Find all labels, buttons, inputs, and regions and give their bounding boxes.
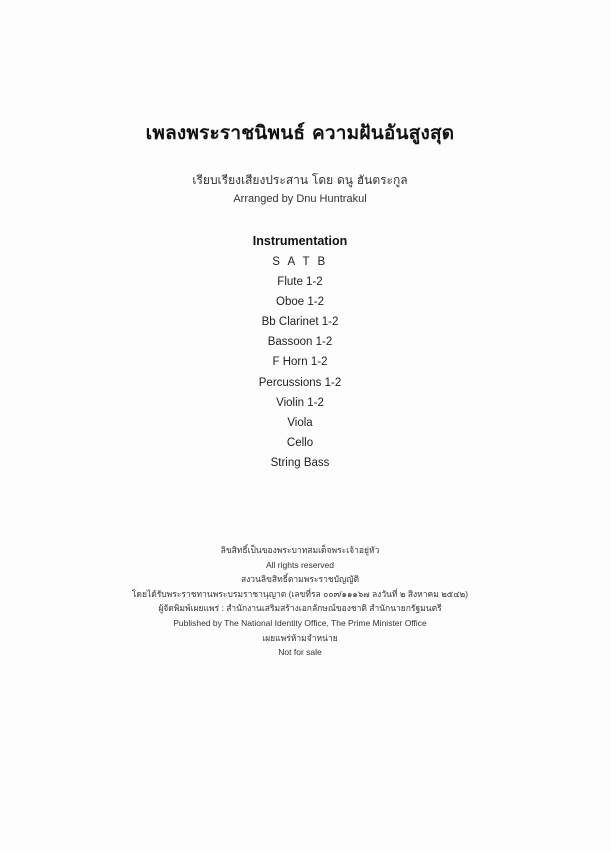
publisher-line: ผู้จัดพิมพ์เผยแพร่ : สำนักงานเสริมสร้างเอกลักษณ์ของชาติ สำนักนายกรัฐมนตรี [158,603,442,614]
distribution-line: Not for sale [278,647,322,658]
page-title: เพลงพระราชนิพนธ์ ความฝันอันสูงสุด [145,122,455,144]
arranger-credit-english: Arranged by Dnu Huntrakul [233,193,367,205]
instrument-item: Violin 1-2 [276,396,324,409]
distribution-line: เผยแพร่ห้ามจำหน่าย [262,632,338,643]
instrument-item: F Horn 1-2 [272,356,328,369]
publisher-line: Published by The National Identity Office, The Prime Minister Office [173,617,427,628]
arranger-credit-thai: เรียบเรียงเสียงประสาน โดย ดนู ฮันตระกูล [192,173,408,187]
copyright-line: โดยได้รับพระราชทานพระบรมราชานุญาต (เลขที่รล ๐๐๓/๑๑๑๖๗ ลงวันที่ ๒ สิงหาคม ๒๕๔๒) [131,588,469,599]
copyright-line: สงวนลิขสิทธิ์ตามพระราชบัญญัติ [240,574,360,585]
instrument-item: Cello [286,436,314,449]
instrumentation-heading: Instrumentation [252,234,348,248]
instrument-item: Percussions 1-2 [258,376,342,389]
instrument-list [0,252,600,473]
copyright-line: ลิขสิทธิ์เป็นของพระบาทสมเด็จพระเจ้าอยู่หัว [220,545,380,555]
instrument-item: Bb Clarinet 1-2 [261,316,339,329]
instrument-item: Bassoon 1-2 [267,336,333,349]
instrument-item: Viola [287,416,313,429]
copyright-line: All rights reserved [265,559,335,570]
instrument-item: S A T B [272,256,328,268]
instrument-item: String Bass [270,456,330,469]
instrument-item: Oboe 1-2 [276,296,324,309]
instrument-item: Flute 1-2 [277,276,323,289]
copyright-notice [0,543,600,660]
instrumentation-section [0,234,600,473]
